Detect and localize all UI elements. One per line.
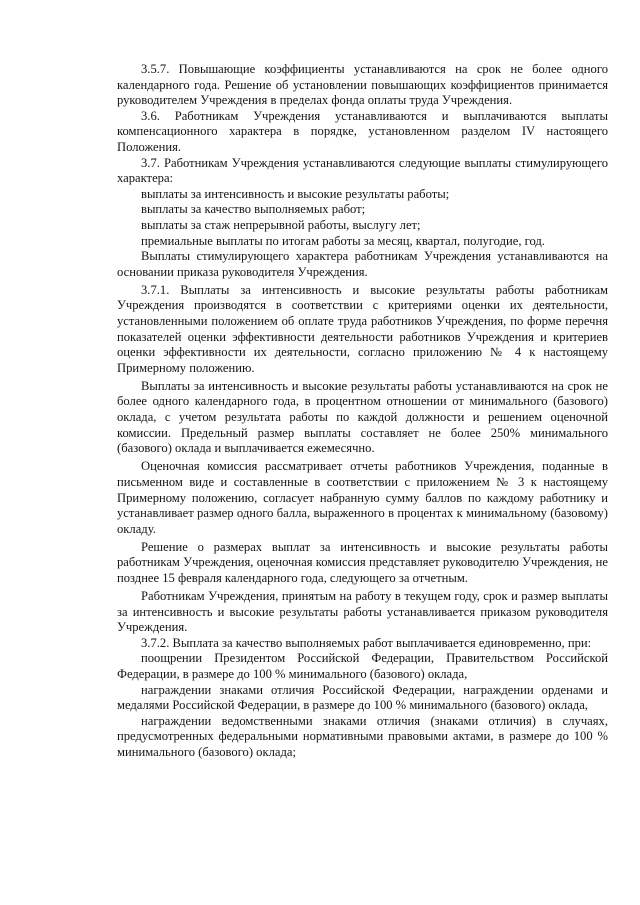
paragraph-new-employees: Работникам Учреждения, принятым на работу в текущем году, срок и размер выплаты за интенсивность и высокие результаты работы устанавливается приказом руководителя Учреждения.	[117, 589, 608, 635]
document-body	[117, 62, 608, 761]
paragraph-stimulating-basis: Выплаты стимулирующего характера работникам Учреждения устанавливаются на основании приказа руководителя Учреждения.	[117, 249, 608, 279]
paragraph-president-award: поощрении Президентом Российской Федерации, Правительством Российской Федерации, в размере до 100 % минимального (базового) оклада,	[117, 651, 608, 682]
paragraph-departmental-award: награждении ведомственными знаками отличия (знаками отличия) в случаях, предусмотренных федеральными нормативными правовыми актами, в размере до 100 % минимального (базового) оклада;	[117, 713, 608, 760]
list-item-quality: выплаты за качество выполняемых работ;	[141, 202, 366, 217]
paragraph-3-7: 3.7. Работникам Учреждения устанавливаются следующие выплаты стимулирующего характера:	[117, 155, 608, 186]
paragraph-decision: Решение о размерах выплат за интенсивность и высокие результаты работы работникам Учреждения, оценочная комиссия представляет руководителю Учреждения, не позднее 15 февраля календарного года, следующего за отчетным.	[117, 539, 608, 585]
paragraph-3-5-7: 3.5.7. Повышающие коэффициенты устанавливаются на срок не более одного календарного года. Решение об установлении повышающих коэффициентов принимается руководителем Учреждения в пределах фонда оплаты труда Учреждения.	[117, 62, 608, 108]
list-item-seniority: выплаты за стаж непрерывной работы, выслугу лет;	[141, 217, 421, 232]
paragraph-3-7-1: 3.7.1. Выплаты за интенсивность и высокие результаты работы работникам Учреждения производятся в соответствии с критериями оценки их деятельности, установленными положением об оплате труда работников Учреждения, по форме перечня показателей оценки эффективности деятельности работников Учреждения и критериев оценки эффективности их деятельности, согласно приложению № 4 к настоящему Примерному положению.	[117, 282, 608, 375]
paragraph-3-6: 3.6. Работникам Учреждения устанавливаются и выплачиваются выплаты компенсационного характера в порядке, установленном разделом IV настоящего Положения.	[117, 108, 608, 154]
paragraph-commission: Оценочная комиссия рассматривает отчеты работников Учреждения, поданные в письменном виде и составленные в соответствии с приложением № 3 к настоящему Примерному положению, согласует набранную сумму баллов по каждому работнику и устанавливает размер одного балла, выраженного в процентах к минимальному (базовому) окладу.	[117, 459, 608, 536]
paragraph-3-7-2: 3.7.2. Выплата за качество выполняемых работ выплачивается единовременно, при:	[141, 635, 592, 650]
paragraph-state-award: награждении знаками отличия Российской Федерации, награждении орденами и медалями Российской Федерации, в размере до 100 % минимального (базового) оклада,	[117, 682, 608, 713]
list-item-bonus: премиальные выплаты по итогам работы за месяц, квартал, полугодие, год.	[141, 233, 545, 248]
list-item-intensity: выплаты за интенсивность и высокие результаты работы;	[141, 186, 450, 201]
paragraph-intensity-term: Выплаты за интенсивность и высокие результаты работы устанавливаются на срок не более одного календарного года, в процентном отношении от минимального (базового) оклада, с учетом результата работы по каждой должности и решением оценочной комиссии. Предельный размер выплаты составляет не более 250% минимального (базового) оклада и выплачивается ежемесячно.	[117, 378, 608, 456]
